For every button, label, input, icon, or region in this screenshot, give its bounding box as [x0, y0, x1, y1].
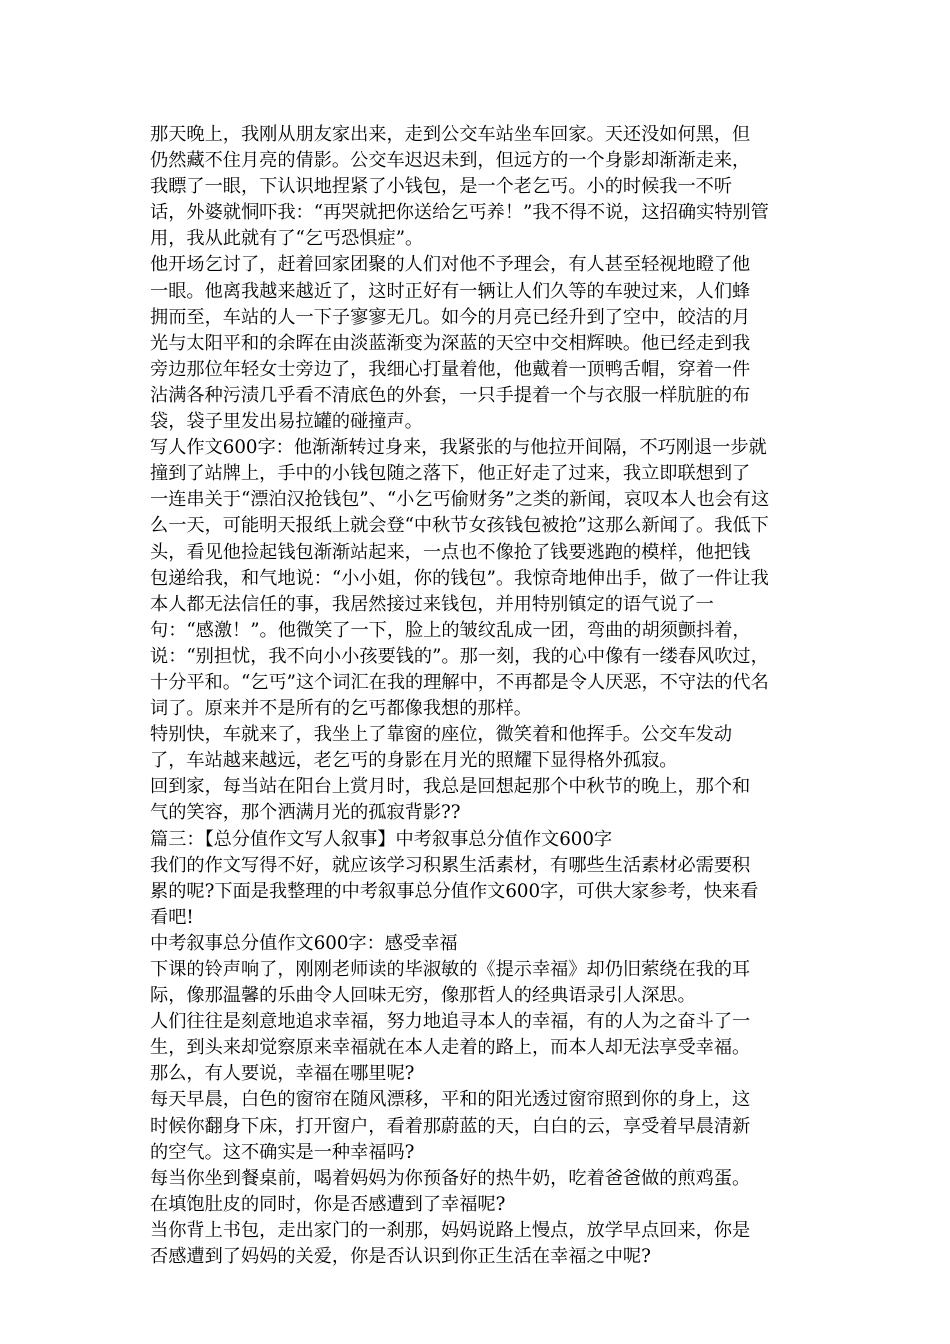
- text-line: 生，到头来却觉察原来幸福就在本人走着的路上，而本人却无法享受幸福。: [150, 1037, 751, 1059]
- text-line: 撞到了站牌上，手中的小钱包随之落下，他正好走了过来，我立即联想到了: [150, 463, 751, 485]
- paragraph: [150, 957, 805, 1009]
- paragraph: [150, 1009, 805, 1087]
- text-line: 写人作文600字：他渐渐转过身来，我紧张的与他拉开间隔，不巧刚退一步就: [150, 437, 767, 459]
- text-line: 本人都无法信任的事，我居然接过来钱包，并用特别镇定的语气说了一: [150, 593, 714, 615]
- document-page: [150, 122, 805, 1270]
- text-line: 下课的铃声响了，刚刚老师读的毕淑敏的《提示幸福》却仍旧萦绕在我的耳: [150, 959, 751, 980]
- essay-title: [150, 931, 805, 957]
- paragraph: [150, 1166, 805, 1218]
- text-line: 的空气。这不确实是一种幸福吗?: [150, 1141, 415, 1163]
- text-line: 旁边那位年轻女士旁边了，我细心打量着他，他戴着一顶鸭舌帽，穿着一件: [150, 358, 751, 380]
- text-line: 特别快，车就来了，我坐上了靠窗的座位，微笑着和他挥手。公交车发动: [150, 724, 733, 746]
- paragraph: [150, 1218, 805, 1270]
- text-line: 时候你翻身下床，打开窗户，看着那蔚蓝的天，白白的云，享受着早晨清新: [150, 1115, 751, 1137]
- text-line: 篇三：【总分值作文写人叙事】中考叙事总分值作文600字: [150, 828, 613, 850]
- paragraph: [150, 1087, 805, 1165]
- text-line: 人们往往是刻意地追求幸福，努力地追寻本人的幸福，有的人为之奋斗了一: [150, 1011, 751, 1033]
- text-line: 际，像那温馨的乐曲令人回味无穷，像那哲人的经典语录引人深思。: [150, 985, 696, 1007]
- text-line: 话，外婆就恫吓我：“再哭就把你送给乞丐养！”我不得不说，这招确实特别管: [150, 202, 769, 224]
- text-line: 否感遭到了妈妈的关爱，你是否认识到你正生活在幸福之中呢?: [150, 1246, 651, 1268]
- text-line: 回到家，每当站在阳台上赏月时，我总是回想起那个中秋节的晚上，那个和: [150, 776, 751, 798]
- text-line: 我们的作文写得不好，就应该学习积累生活素材，有哪些生活素材必需要积: [150, 854, 751, 876]
- text-line: 头，看见他捡起钱包渐渐站起来，一点也不像抢了钱要逃跑的模样，他把钱: [150, 541, 751, 563]
- text-line: 那么，有人要说，幸福在哪里呢?: [150, 1063, 415, 1085]
- paragraph: [150, 722, 805, 774]
- text-line: 么一天，可能明天报纸上就会登“中秋节女孩钱包被抢”这那么新闻了。我低下: [150, 515, 769, 537]
- text-line: 十分平和。“乞丐”这个词汇在我的理解中，不再都是令人厌恶，不守法的代名: [150, 671, 769, 693]
- section-heading: [150, 827, 805, 853]
- text-line: 袋，袋子里发出易拉罐的碰撞声。: [150, 411, 423, 433]
- paragraph: [150, 435, 805, 722]
- text-line: 包递给我，和气地说：“小小姐，你的钱包”。我惊奇地伸出手，做了一件让我: [150, 567, 769, 589]
- paragraph: [150, 122, 805, 252]
- text-line: 光与太阳平和的余晖在由淡蓝渐变为深蓝的天空中交相辉映。他已经走到我: [150, 332, 751, 354]
- text-line: 一连串关于“漂泊汉抢钱包”、“小乞丐偷财务”之类的新闻，哀叹本人也会有这: [150, 489, 770, 511]
- text-line: 用，我从此就有了“乞丐恐惧症”。: [150, 228, 424, 250]
- text-line: 沾满各种污渍几乎看不清底色的外套，一只手提着一个与衣服一样肮脏的布: [150, 384, 751, 406]
- paragraph: [150, 252, 805, 435]
- text-line: 每天早晨，白色的窗帘在随风漂移，平和的阳光透过窗帘照到你的身上，这: [150, 1089, 751, 1111]
- paragraph: [150, 774, 805, 826]
- text-line: 那天晚上，我刚从朋友家出来，走到公交车站坐车回家。天还没如何黑，但: [150, 124, 751, 145]
- text-line: 看吧!: [150, 906, 194, 928]
- paragraph: [150, 853, 805, 931]
- text-line: 句：“感激！”。他微笑了一下，脸上的皱纹乱成一团，弯曲的胡须颤抖着，: [150, 619, 751, 641]
- text-line: 我瞟了一眼，下认识地捏紧了小钱包，是一个老乞丐。小的时候我一不听: [150, 176, 733, 198]
- text-line: 中考叙事总分值作文600字：感受幸福: [150, 932, 458, 954]
- text-line: 每当你坐到餐桌前，喝着妈妈为你预备好的热牛奶，吃着爸爸做的煎鸡蛋。: [150, 1167, 751, 1189]
- text-line: 拥而至，车站的人一下子寥寥无几。如今的月亮已经升到了空中，皎洁的月: [150, 306, 751, 328]
- text-line: 他开场乞讨了，赶着回家团聚的人们对他不予理会，有人甚至轻视地瞪了他: [150, 254, 751, 276]
- text-line: 累的呢?下面是我整理的中考叙事总分值作文600字，可供大家参考，快来看: [150, 880, 759, 902]
- text-line: 仍然藏不住月亮的倩影。公交车迟迟未到，但远方的一个身影却渐渐走来，: [150, 150, 751, 172]
- text-line: 说：“别担忧，我不向小小孩要钱的”。那一刻，我的心中像有一缕春风吹过，: [150, 645, 769, 667]
- text-line: 词了。原来并不是所有的乞丐都像我想的那样。: [150, 698, 532, 720]
- text-line: 一眼。他离我越来越近了，这时正好有一辆让人们久等的车驶过来，人们蜂: [150, 280, 751, 302]
- text-line: 当你背上书包，走出家门的一刹那，妈妈说路上慢点，放学早点回来，你是: [150, 1219, 751, 1241]
- text-line: 气的笑容，那个洒满月光的孤寂背影??: [150, 802, 461, 824]
- text-line: 了，车站越来越远，老乞丐的身影在月光的照耀下显得格外孤寂。: [150, 750, 678, 772]
- text-line: 在填饱肚皮的同时，你是否感遭到了幸福呢?: [150, 1193, 506, 1215]
